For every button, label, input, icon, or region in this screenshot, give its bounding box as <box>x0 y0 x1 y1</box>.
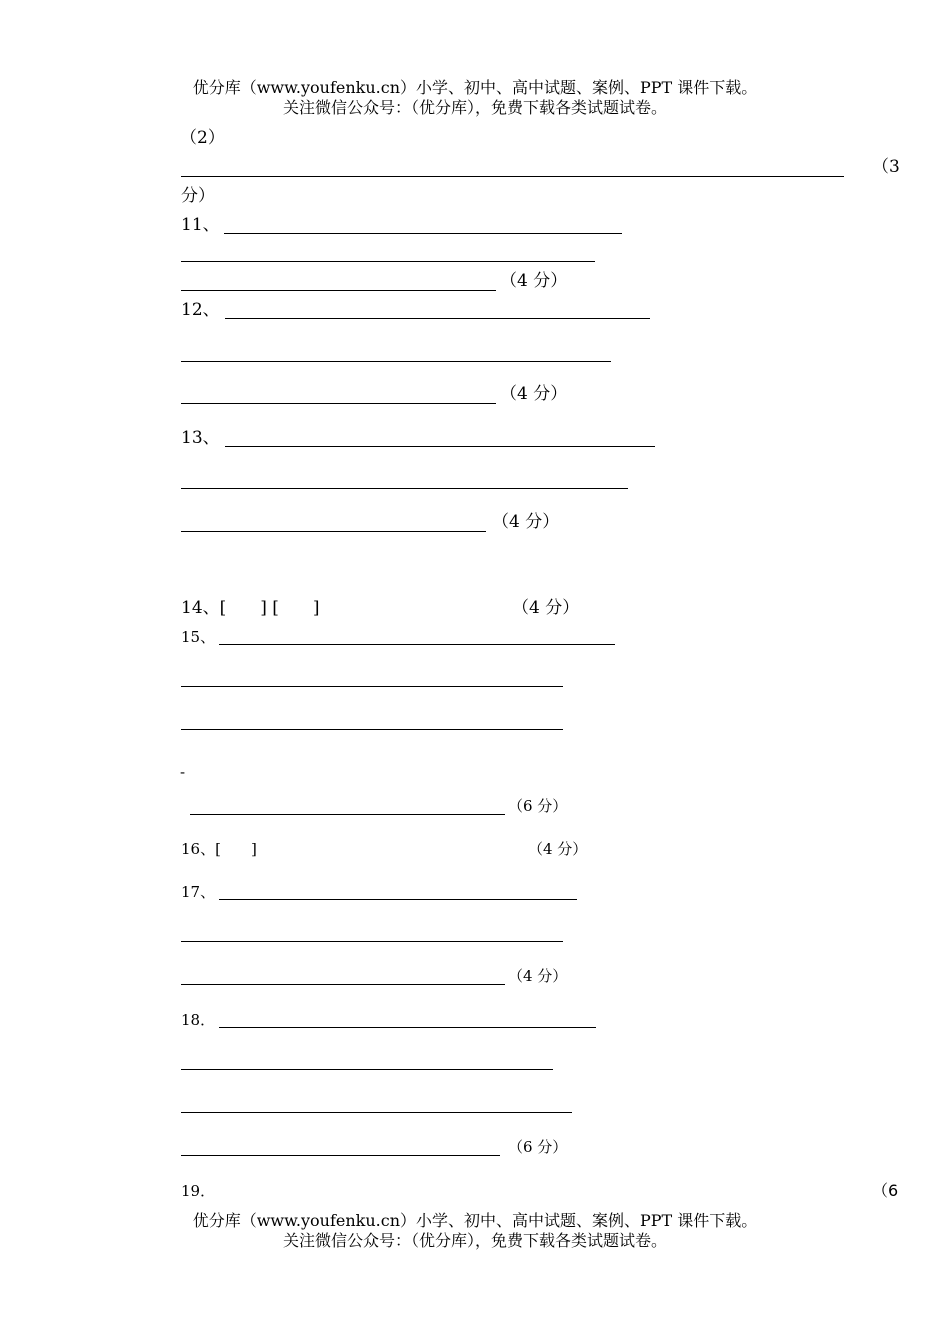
q12-score: （4 分） <box>500 384 568 404</box>
answer-line <box>190 814 505 815</box>
q17-score: （4 分） <box>508 967 568 985</box>
answer-line <box>224 233 622 234</box>
answer-line <box>181 531 486 532</box>
answer-line <box>181 1069 553 1070</box>
q14-label: 14、[ ] [ ] <box>181 598 320 618</box>
q12-label: 12、 <box>181 300 220 320</box>
header-line-1: 优分库（www.youfenku.cn）小学、初中、高中试题、案例、PPT 课件下载。 <box>192 78 758 97</box>
answer-line <box>181 403 496 404</box>
q13-score: （4 分） <box>492 512 560 532</box>
q10-part2-score-a: （3 <box>872 157 900 177</box>
answer-line <box>181 729 563 730</box>
answer-line <box>219 644 615 645</box>
q15-score: （6 分） <box>508 797 568 815</box>
q13-label: 13、 <box>181 428 220 448</box>
answer-line <box>181 941 563 942</box>
q18-score: （6 分） <box>508 1138 568 1156</box>
footer-line-2: 关注微信公众号：（优分库），免费下载各类试题试卷。 <box>282 1231 667 1250</box>
q10-part2-score-b: 分） <box>181 186 215 206</box>
header-line-2: 关注微信公众号：（优分库），免费下载各类试题试卷。 <box>282 98 667 117</box>
q16-score: （4 分） <box>528 840 588 858</box>
q19-score: （6 <box>872 1181 899 1200</box>
answer-line <box>181 488 628 489</box>
q15-label: 15、 <box>181 628 216 646</box>
q18-label: 18． <box>181 1011 216 1029</box>
answer-line <box>181 290 496 291</box>
answer-line <box>225 318 650 319</box>
answer-line <box>181 1155 500 1156</box>
q16-label: 16、[ ] <box>181 840 257 858</box>
answer-line <box>181 984 505 985</box>
q10-part2-label: （2） <box>180 128 225 148</box>
answer-line <box>181 361 611 362</box>
answer-line <box>219 1027 596 1028</box>
q11-score: （4 分） <box>500 271 568 291</box>
answer-line <box>181 176 844 177</box>
q14-score: （4 分） <box>512 598 580 618</box>
answer-line <box>181 1112 572 1113</box>
q15-dash-mark: - <box>180 763 186 781</box>
answer-line <box>181 261 595 262</box>
answer-line <box>181 686 563 687</box>
q19-label: 19． <box>181 1182 216 1200</box>
answer-line <box>219 899 577 900</box>
q11-label: 11、 <box>181 215 220 235</box>
q17-label: 17、 <box>181 883 216 901</box>
answer-line <box>225 446 655 447</box>
footer-line-1: 优分库（www.youfenku.cn）小学、初中、高中试题、案例、PPT 课件下载。 <box>192 1211 758 1230</box>
